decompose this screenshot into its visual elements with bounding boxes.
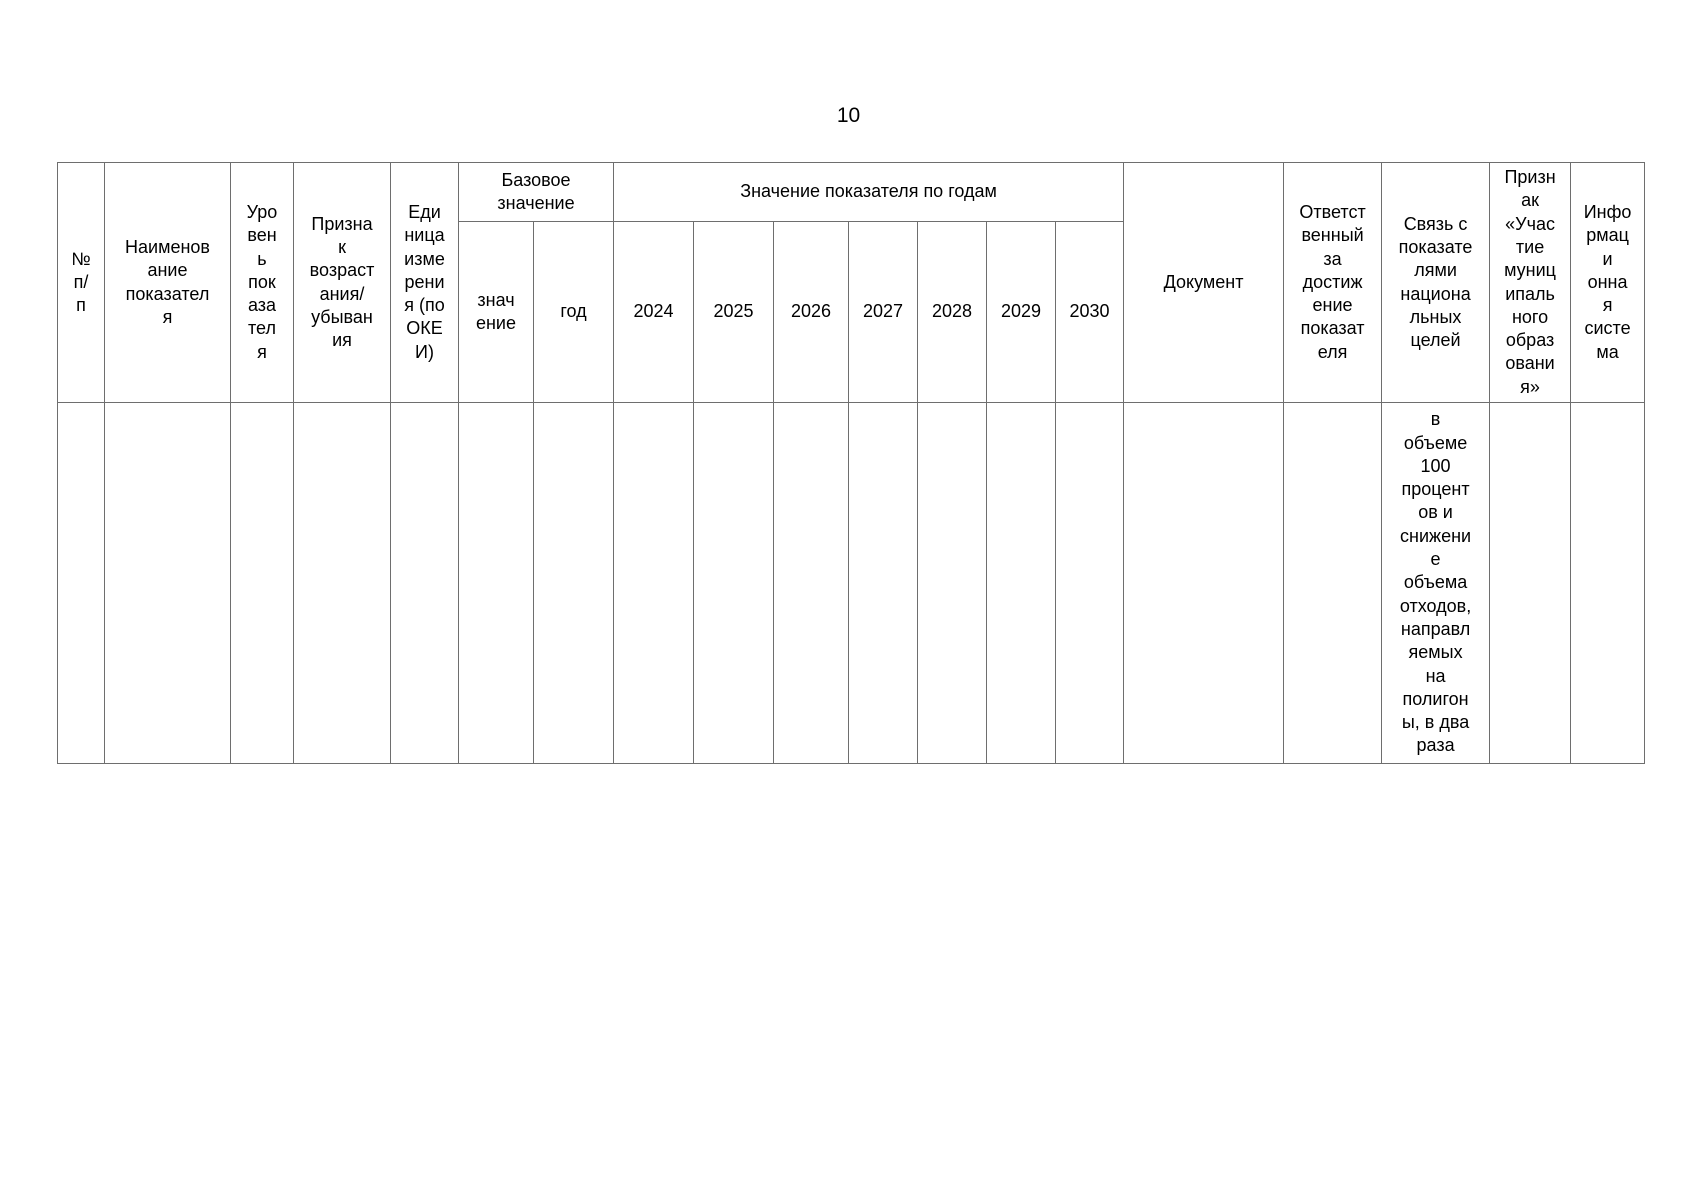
header-year-2024: 2024 — [614, 222, 694, 403]
cell-year-2025 — [694, 403, 774, 764]
page-number: 10 — [836, 104, 861, 127]
header-years-group: Значение показателя по годам — [614, 163, 1124, 222]
header-responsible: Ответст венный за достиж ение показат еля — [1284, 163, 1382, 403]
header-year-2026: 2026 — [774, 222, 849, 403]
cell-document — [1124, 403, 1284, 764]
header-document: Документ — [1124, 163, 1284, 403]
header-municipal-participation: Призн ак «Учас тие муниц ипаль ного образ овани я» — [1490, 163, 1571, 403]
cell-indicator-level — [231, 403, 294, 764]
header-unit: Еди ница изме рени я (по ОКЕ И) — [391, 163, 459, 403]
header-year-2028: 2028 — [918, 222, 987, 403]
cell-year-2024 — [614, 403, 694, 764]
header-row-top — [58, 163, 1645, 222]
header-num: № п/ п — [58, 163, 105, 403]
cell-base-year — [534, 403, 614, 764]
cell-responsible — [1284, 403, 1382, 764]
cell-year-2028 — [918, 403, 987, 764]
cell-year-2029 — [987, 403, 1056, 764]
header-base-year: год — [534, 222, 614, 403]
header-trend-sign: Призна к возраст ания/ убыван ия — [294, 163, 391, 403]
cell-national-goals-link: в объеме 100 процент ов и снижени е объема отходов, направл яемых на полигон ы, в два раза — [1382, 403, 1490, 764]
indicators-table — [57, 162, 1645, 764]
cell-year-2030 — [1056, 403, 1124, 764]
header-indicator-level: Уро вен ь пок аза тел я — [231, 163, 294, 403]
header-national-goals-link: Связь с показате лями национа льных целей — [1382, 163, 1490, 403]
header-information-system: Инфо рмац и онна я систе ма — [1571, 163, 1645, 403]
header-base-value: знач ение — [459, 222, 534, 403]
cell-information-system — [1571, 403, 1645, 764]
header-indicator-name: Наименов ание показател я — [105, 163, 231, 403]
cell-num — [58, 403, 105, 764]
header-year-2029: 2029 — [987, 222, 1056, 403]
cell-year-2027 — [849, 403, 918, 764]
header-year-2030: 2030 — [1056, 222, 1124, 403]
header-year-2027: 2027 — [849, 222, 918, 403]
header-base-value-group: Базовое значение — [459, 163, 614, 222]
cell-year-2026 — [774, 403, 849, 764]
cell-indicator-name — [105, 403, 231, 764]
cell-base-value — [459, 403, 534, 764]
cell-unit — [391, 403, 459, 764]
header-year-2025: 2025 — [694, 222, 774, 403]
table-row — [58, 403, 1645, 764]
cell-municipal-participation — [1490, 403, 1571, 764]
cell-trend-sign — [294, 403, 391, 764]
